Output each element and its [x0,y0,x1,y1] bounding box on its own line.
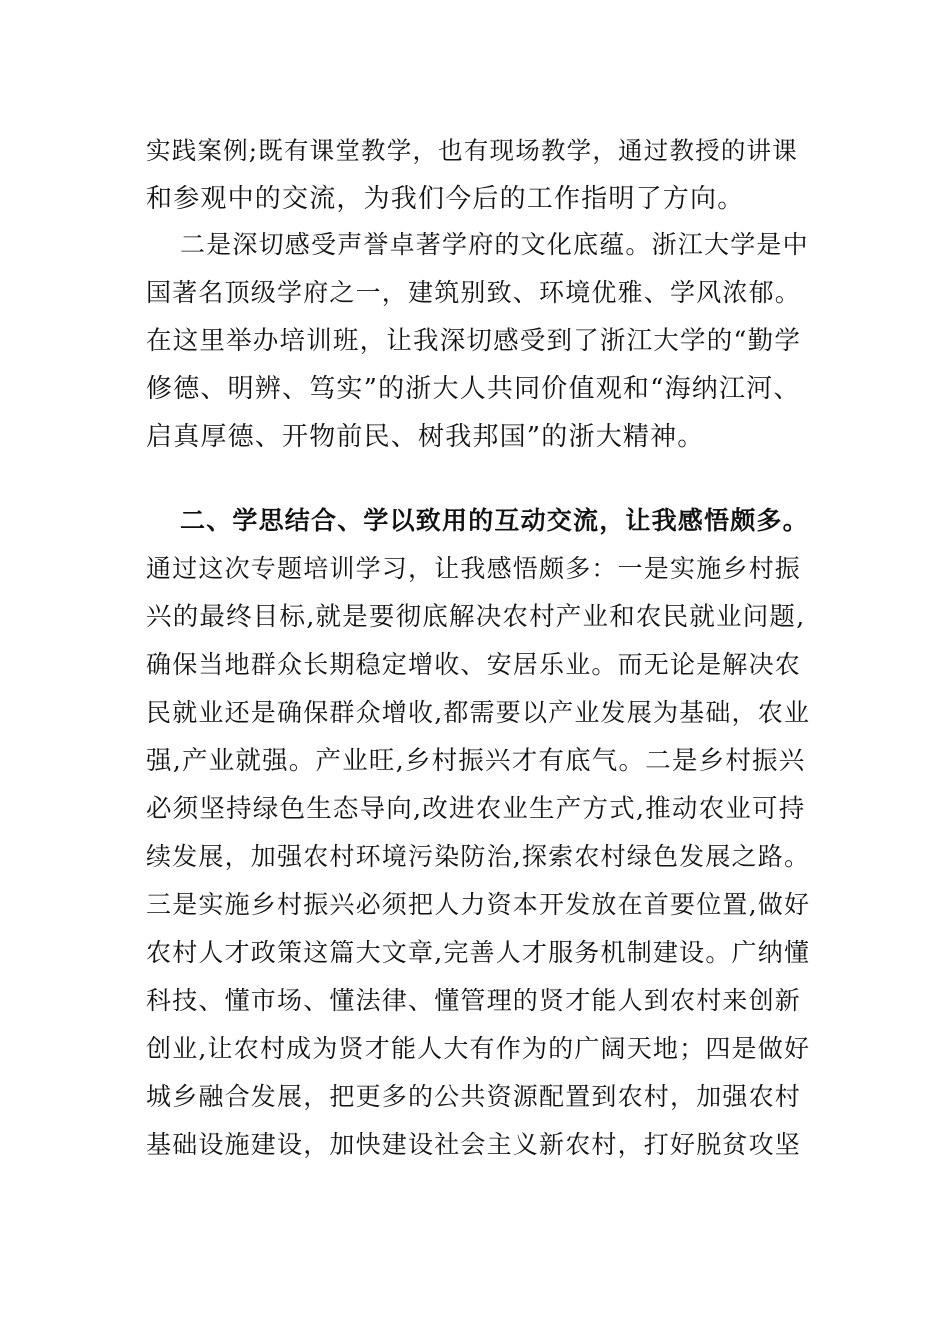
text-line: 创业,让农村成为贤才能人大有作为的广阔天地；四是做好 [146,1034,811,1063]
text-line: 必须坚持绿色生态导向,改进农业生产方式,推动农业可持 [146,794,806,824]
text-line: 基础设施建设，加快建设社会主义新农村，打好脱贫攻坚 [146,1130,802,1159]
text-line: 二是深切感受声誉卓著学府的文化底蕴。浙江大学是中 [180,230,809,259]
text-line: 国著名顶级学府之一，建筑别致、环境优雅、学风浓郁。 [146,278,802,307]
text-line: 在这里举办培训班，让我深切感受到了浙江大学的“勤学 [146,326,802,356]
text-line: 科技、懂市场、懂法律、懂管理的贤才能人到农村来创新 [146,986,802,1015]
text-line: 强,产业就强。产业旺,乡村振兴才有底气。二是乡村振兴 [146,746,806,776]
text-line: 实践案例;既有课堂教学，也有现场教学，通过教授的讲课 [146,136,798,165]
text-line: 农村人才政策这篇大文章,完善人才服务机制建设。广纳懂 [146,938,811,967]
text-line: 通过这次专题培训学习，让我感悟颇多：一是实施乡村振 [146,554,802,583]
section-heading: 二、学思结合、学以致用的互动交流，让我感悟颇多。 [180,506,809,535]
text-line: 民就业还是确保群众增收,都需要以产业发展为基础，农业 [146,698,811,727]
paragraph-practice-cases [146,127,810,223]
text-line: 续发展，加强农村环境污染防治,探索农村绿色发展之路。 [146,842,811,871]
text-line: 城乡融合发展，把更多的公共资源配置到农村，加强农村 [146,1082,802,1111]
text-line: 启真厚德、开物前民、树我邦国”的浙大精神。 [146,422,705,452]
paragraph-learning-insights [146,497,810,1169]
text-line: 和参观中的交流，为我们今后的工作指明了方向。 [146,184,745,214]
text-line: 三是实施乡村振兴必须把人力资本开发放在首要位置,做好 [146,890,811,919]
text-line: 确保当地群众长期稳定增收、安居乐业。而无论是解决农 [146,650,802,679]
text-line: 兴的最终目标,就是要彻底解决农村产业和农民就业问题, [146,602,806,632]
paragraph-university-culture [146,221,810,461]
text-line: 修德、明辨、笃实”的浙大人共同价值观和“海纳江河、 [146,374,801,404]
